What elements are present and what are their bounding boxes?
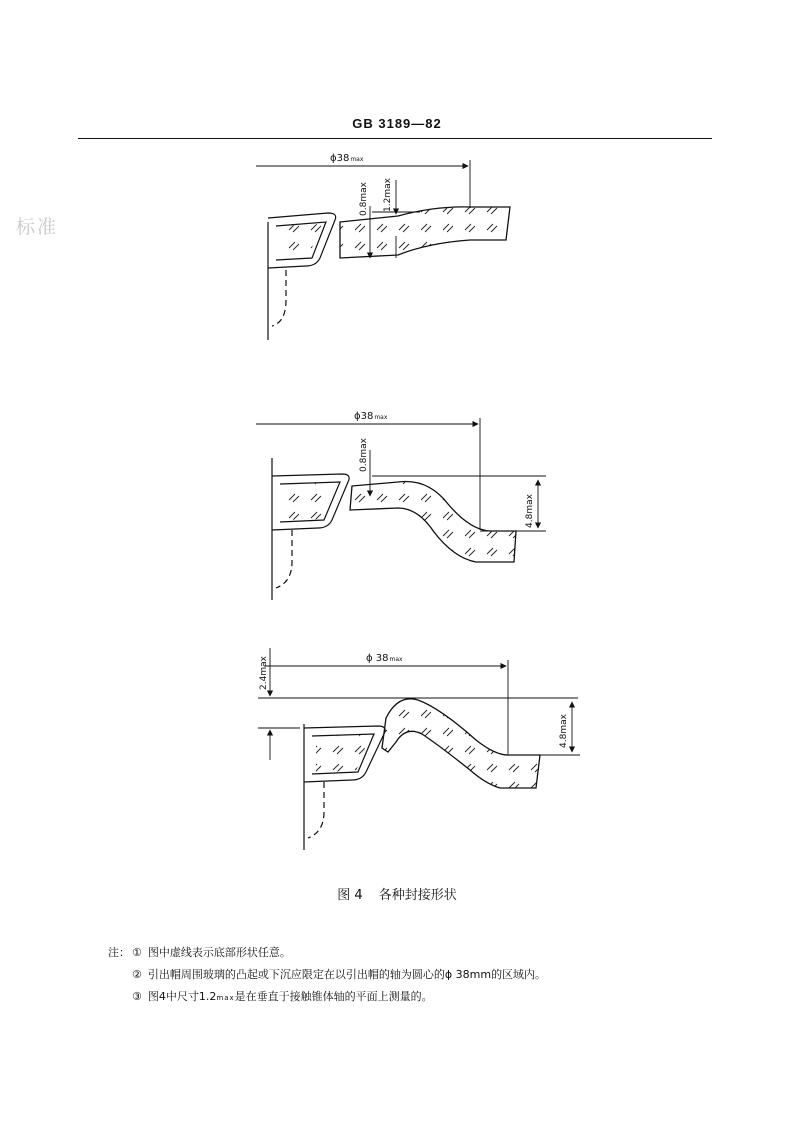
note-text-end: 是在垂直于接触锥体轴的平面上测量的。	[234, 990, 433, 1003]
note-item	[108, 964, 546, 986]
note-text: 图中虚线表示底部形状任意。	[147, 946, 291, 959]
figure-2-dashed-bottom	[276, 530, 292, 588]
figure-3	[258, 648, 580, 850]
figure-3-cap	[304, 724, 385, 850]
figure-1-dim-b: 1.2max	[383, 178, 393, 212]
figure-title: 各种封接形状	[378, 888, 457, 903]
figure-3-diameter-label: ϕ 38max	[366, 653, 403, 664]
standard-code: GB 3189—82	[352, 116, 442, 131]
figure-caption	[0, 884, 794, 903]
figure-1-cap	[268, 213, 336, 340]
note-mark: ①	[132, 946, 142, 959]
note-item	[108, 986, 546, 1009]
figure-2-dim-a: 0.8max	[359, 438, 369, 472]
figure-2	[256, 411, 546, 600]
figure-1-dashed-bottom	[272, 270, 286, 326]
note-mark: ③	[132, 990, 142, 1003]
notes-section	[108, 942, 546, 1009]
figure-3-dim-a: 2.4max	[259, 656, 269, 690]
note-item	[108, 942, 546, 964]
notes-label: 注：	[108, 946, 130, 959]
figure-2-cap	[272, 458, 349, 600]
note-text-end: 的区域内。	[491, 968, 547, 981]
note-diameter: ϕ 38mm	[444, 968, 492, 981]
figure-number: 图 4	[337, 888, 363, 903]
note-text: 引出帽周围玻璃的凸起或下沉应限定在以引出帽的轴为圆心的	[147, 968, 445, 981]
note-text: 图4中尺寸	[147, 990, 199, 1003]
figure-2-dim-b: 4.8max	[525, 494, 535, 528]
note-value: 1.2	[198, 990, 217, 1003]
note-mark: ②	[132, 968, 142, 981]
figure-3-dim-b: 4.8max	[559, 714, 569, 748]
figure-1-dim-a: 0.8max	[359, 182, 369, 216]
figure-3-dashed-bottom	[308, 782, 324, 838]
figure-1-diameter-label: ϕ38max	[330, 153, 364, 164]
figure-2-glass	[350, 481, 516, 562]
figure-3-glass	[382, 699, 540, 788]
watermark: 标准	[16, 216, 59, 238]
figure-1	[256, 153, 510, 340]
note-value-sub: max	[216, 994, 235, 1002]
figure-2-diameter-label: ϕ38max	[354, 411, 388, 422]
